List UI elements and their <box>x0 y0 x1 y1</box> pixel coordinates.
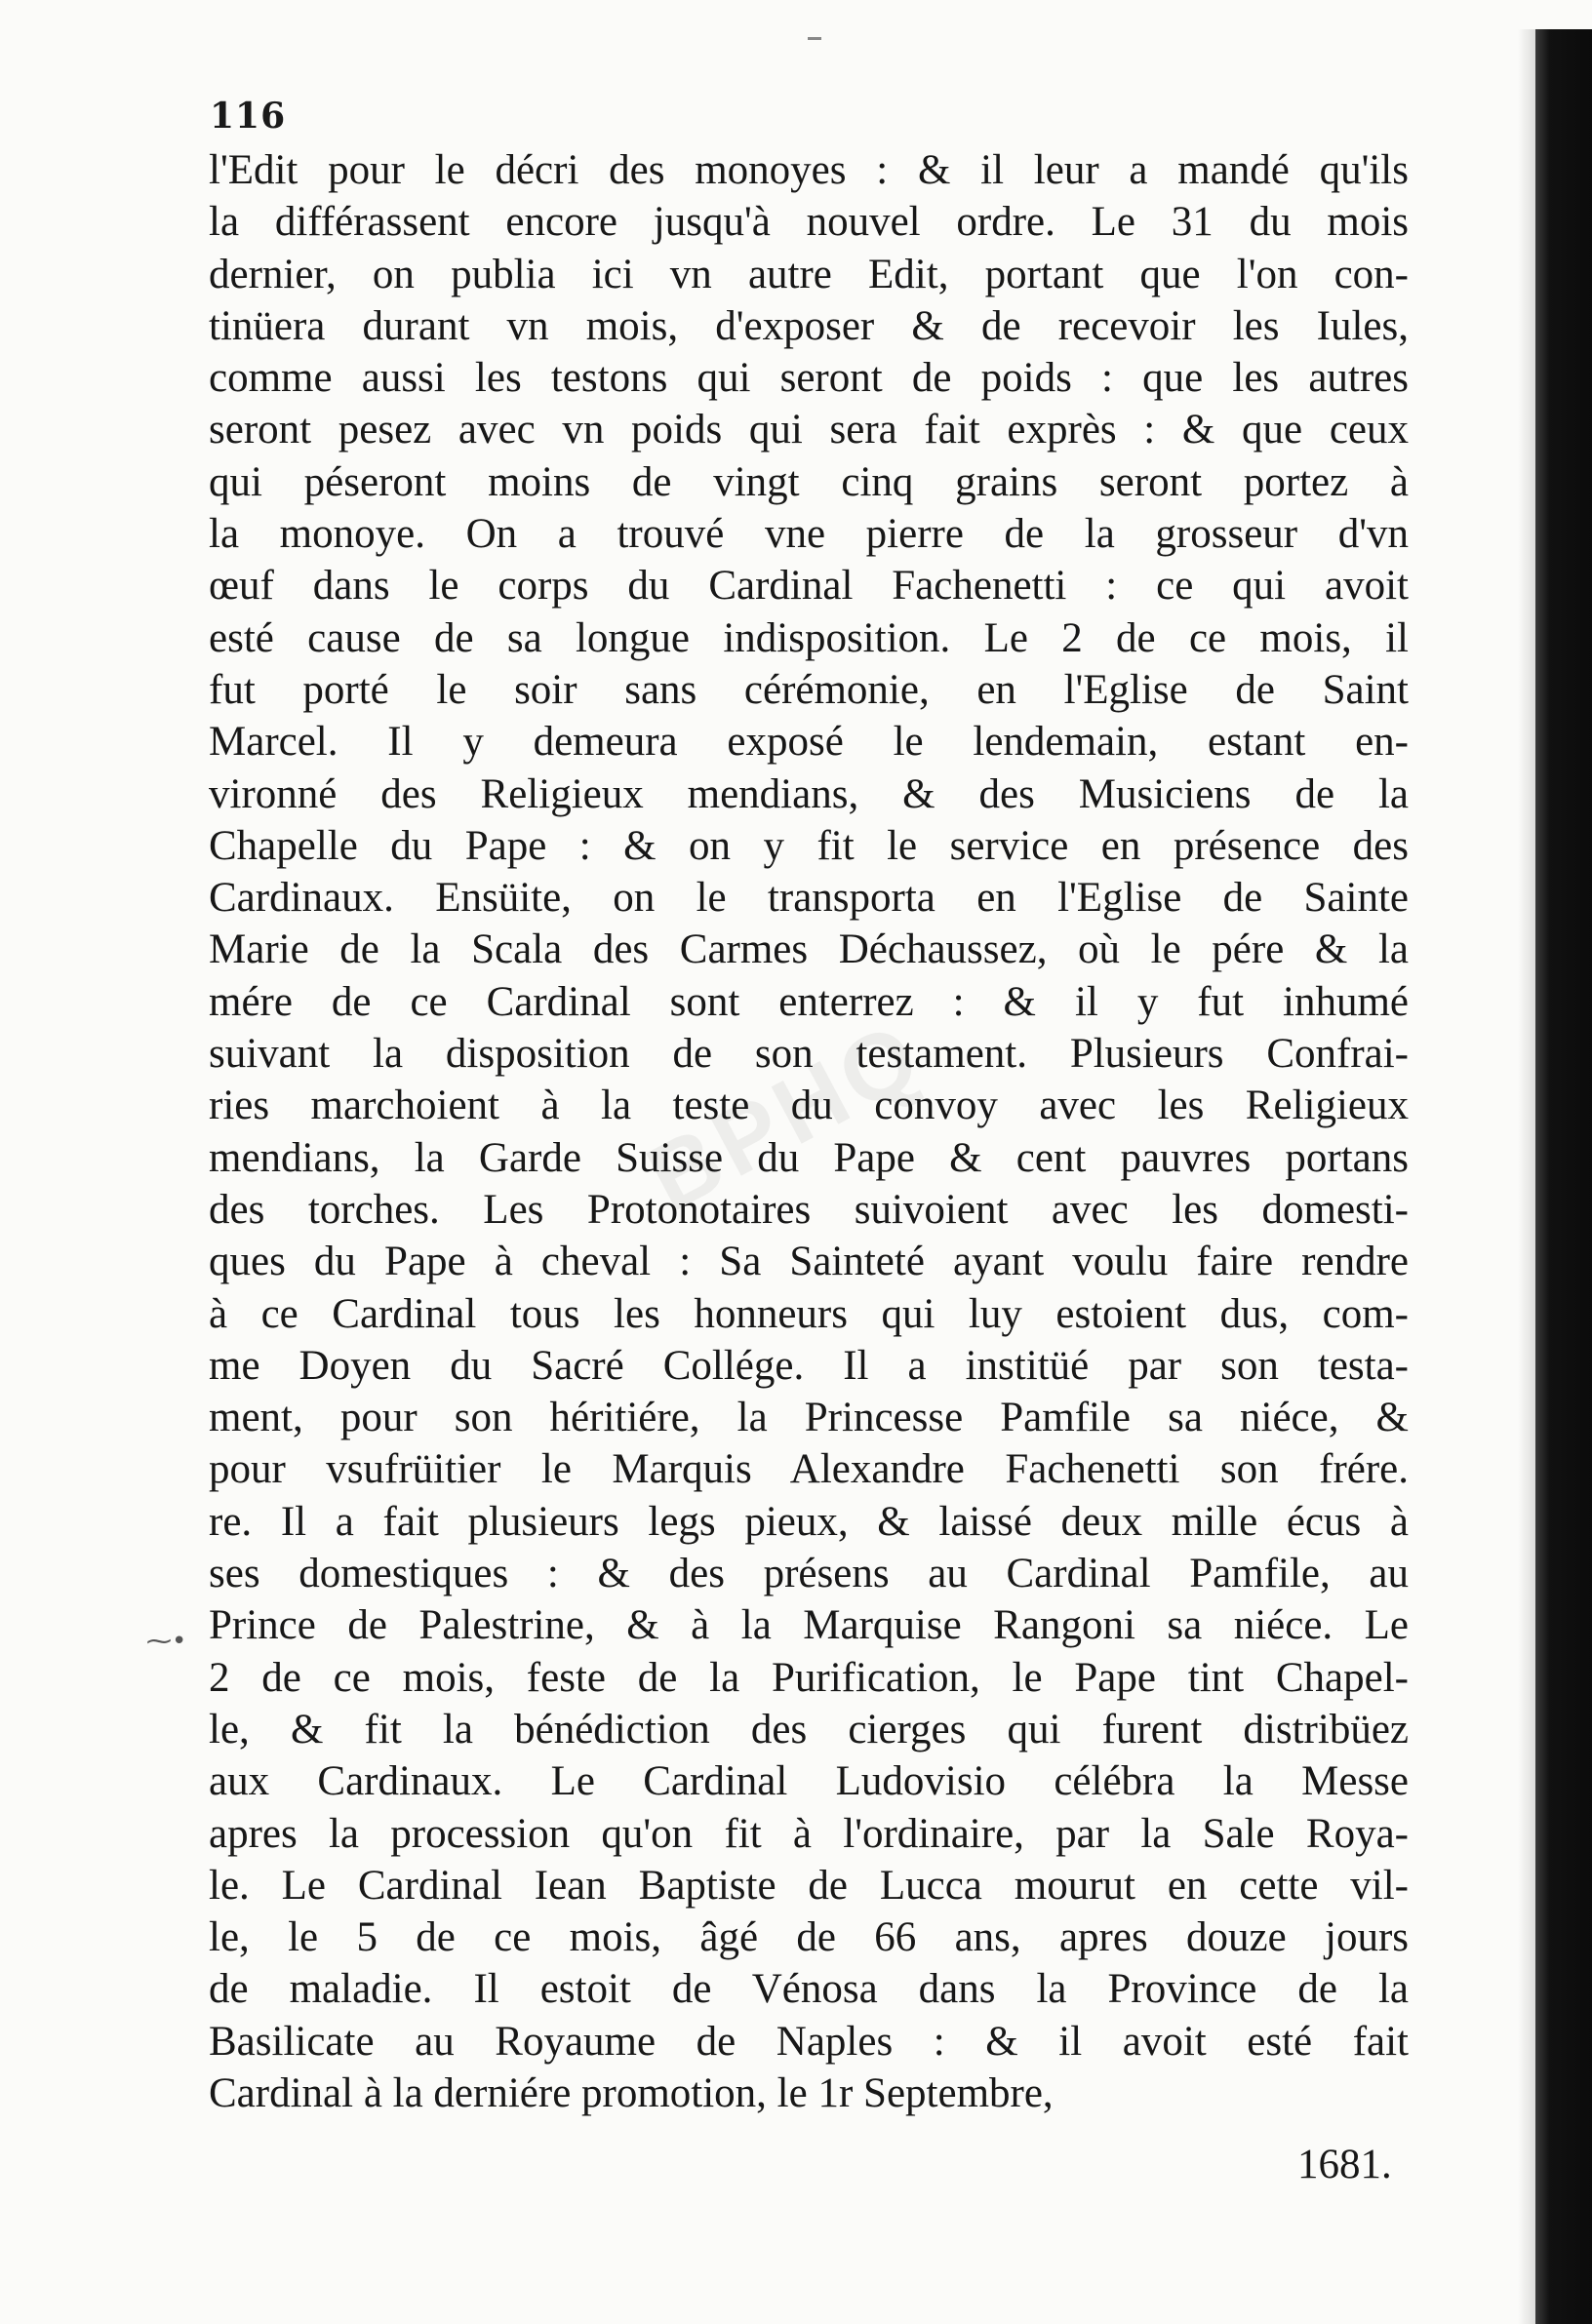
text-line: ques du Pape à cheval : Sa Sainteté ayant voulu faire rendre <box>209 1239 1409 1285</box>
binding-shadow <box>1518 29 1535 2324</box>
text-line: ment, pour son héritiére, la Princesse Pamfile sa niéce, & <box>209 1395 1409 1441</box>
text-line: ses domestiques : & des présens au Cardinal Pamfile, au <box>209 1551 1409 1597</box>
text-line: apres la procession qu'on fit à l'ordinaire, par la Sale Roya- <box>209 1810 1409 1857</box>
text-line: le. Le Cardinal Iean Baptiste de Lucca mourut en cette vil- <box>209 1862 1409 1909</box>
margin-annotation-mark: ⁓• <box>146 1627 187 1656</box>
text-line: Chapelle du Pape : & on y fit le service en présence des <box>209 822 1409 869</box>
text-line: à ce Cardinal tous les honneurs qui luy estoient dus, com- <box>209 1290 1409 1337</box>
catchword: 1681. <box>1297 2142 1392 2187</box>
text-line: le, le 5 de ce mois, âgé de 66 ans, apres douze jours <box>209 1914 1409 1961</box>
text-line: seront pesez avec vn poids qui sera fait exprès : & que ceux <box>209 407 1409 453</box>
text-line: qui péseront moins de vingt cinq grains seront portez à <box>209 458 1409 505</box>
text-line: tinüera durant vn mois, d'exposer & de recevoir les Iules, <box>209 302 1409 349</box>
text-line: des torches. Les Protonotaires suivoient avec les domesti- <box>209 1186 1409 1233</box>
text-line: 2 de ce mois, feste de la Purification, le Pape tint Chapel- <box>209 1654 1409 1701</box>
text-line: Marcel. Il y demeura exposé le lendemain, estant en- <box>209 719 1409 766</box>
text-line: mére de ce Cardinal sont enterrez : & il y fut inhumé <box>209 978 1409 1025</box>
text-line: ries marchoient à la teste du convoy avec les Religieux <box>209 1083 1409 1129</box>
text-line: vironné des Religieux mendians, & des Musiciens de la <box>209 770 1409 817</box>
binding-edge <box>1535 29 1592 2324</box>
text-line: re. Il a fait plusieurs legs pieux, & laissé deux mille écus à <box>209 1498 1409 1545</box>
text-line: de maladie. Il estoit de Vénosa dans la Province de la <box>209 1966 1409 2013</box>
body-text <box>209 144 1409 2119</box>
text-line: comme aussi les testons qui seront de poids : que les autres <box>209 355 1409 402</box>
page-number: 116 <box>210 96 287 137</box>
text-line: mendians, la Garde Suisse du Pape & cent pauvres portans <box>209 1134 1409 1181</box>
text-line: suivant la disposition de son testament. Plusieurs Confrai- <box>209 1031 1409 1078</box>
text-line: la différassent encore jusqu'à nouvel ordre. Le 31 du mois <box>209 199 1409 246</box>
text-line: pour vsufrüitier le Marquis Alexandre Fachenetti son frére. <box>209 1446 1409 1493</box>
text-line: me Doyen du Sacré Collége. Il a institüé par son testa- <box>209 1342 1409 1389</box>
text-line: l'Edit pour le décri des monoyes : & il leur a mandé qu'ils <box>209 147 1409 193</box>
text-line: Basilicate au Royaume de Naples : & il avoit esté fait <box>209 2018 1409 2065</box>
text-line: esté cause de sa longue indisposition. Le 2 de ce mois, il <box>209 614 1409 661</box>
stray-ink-mark <box>808 37 821 40</box>
text-line: fut porté le soir sans cérémonie, en l'Eglise de Saint <box>209 666 1409 713</box>
text-line: Cardinaux. Ensüite, on le transporta en l'Eglise de Sainte <box>209 875 1409 922</box>
text-line: dernier, on publia ici vn autre Edit, portant que l'on con- <box>209 251 1409 297</box>
text-line: aux Cardinaux. Le Cardinal Ludovisio célébra la Messe <box>209 1758 1409 1805</box>
text-line: la monoye. On a trouvé vne pierre de la grosseur d'vn <box>209 511 1409 558</box>
text-line: Prince de Palestrine, & à la Marquise Rangoni sa niéce. Le <box>209 1602 1409 1649</box>
text-line: le, & fit la bénédiction des cierges qui furent distribüez <box>209 1706 1409 1753</box>
text-line: œuf dans le corps du Cardinal Fachenetti : ce qui avoit <box>209 563 1409 610</box>
text-line: Cardinal à la derniére promotion, le 1r Septembre, <box>209 2069 1054 2116</box>
text-line: Marie de la Scala des Carmes Déchaussez, où le pére & la <box>209 926 1409 973</box>
library-watermark: BPHQ <box>631 1001 940 1232</box>
